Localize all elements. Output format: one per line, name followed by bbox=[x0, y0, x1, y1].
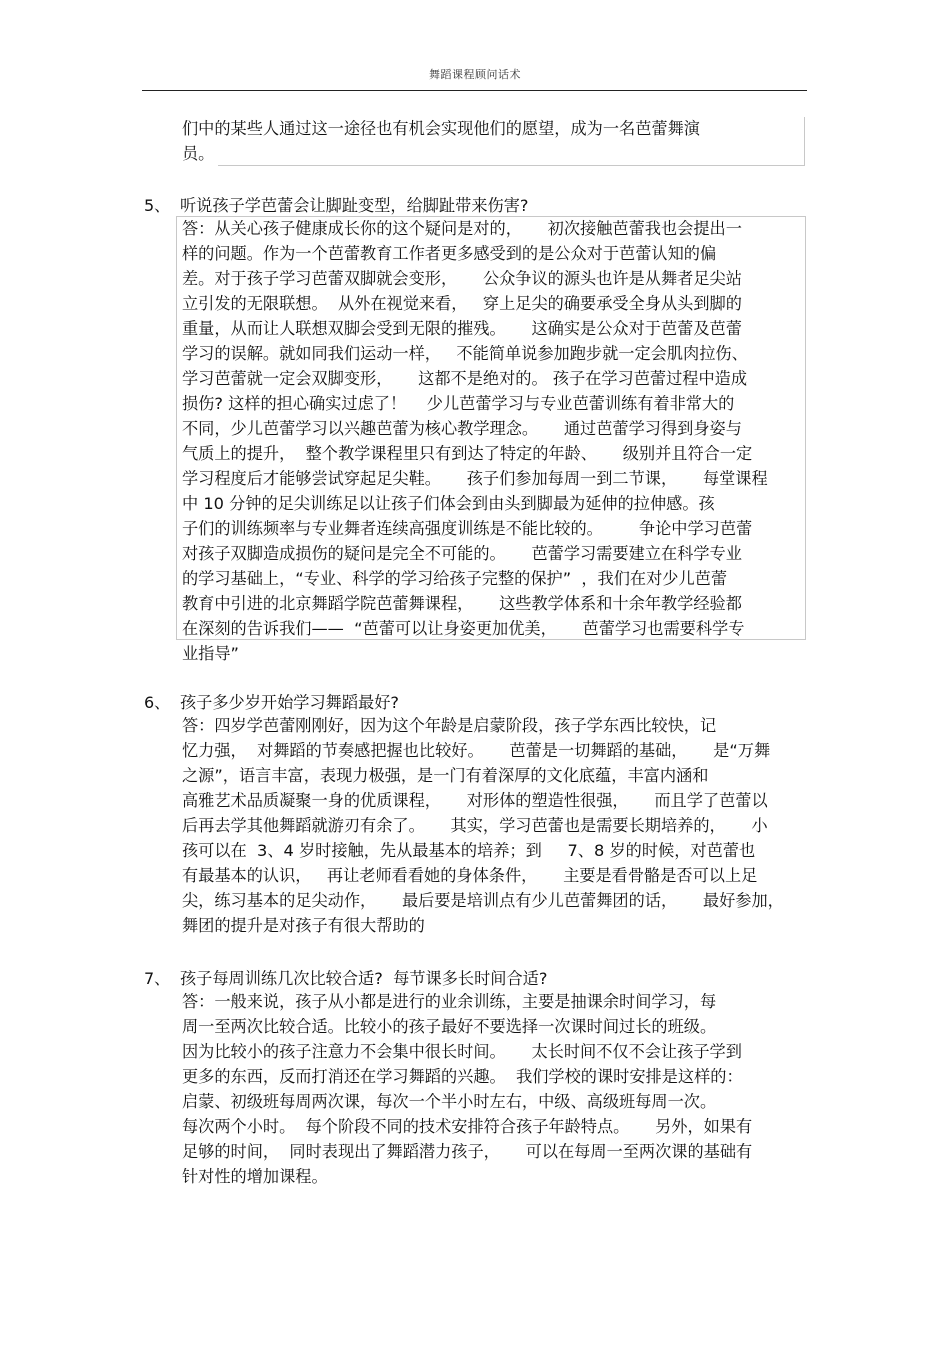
answer-line: 教育中引进的北京舞蹈学院芭蕾舞课程， 这些教学体系和十余年教学经验都 bbox=[182, 594, 742, 613]
question-6-title: 孩子多少岁开始学习舞蹈最好? bbox=[180, 693, 400, 712]
question-5-number: 5、 bbox=[144, 196, 171, 215]
header-divider bbox=[142, 90, 807, 91]
answer-line: 的学习基础上，“专业、科学的学习给孩子完整的保护” ，我们在对少儿芭蕾 bbox=[182, 569, 728, 588]
answer-line: 足够的时间， 同时表现出了舞蹈潜力孩子， 可以在每周一至两次课的基础有 bbox=[182, 1142, 753, 1161]
intro-line-2: 员。 bbox=[182, 144, 215, 163]
answer-line: 孩可以在 3、4 岁时接触，先从最基本的培养；到 7、8 岁的时候，对芭蕾也 bbox=[182, 841, 756, 860]
question-7-number: 7、 bbox=[144, 969, 171, 988]
answer-line: 立引发的无限联想。 从外在视觉来看， 穿上足尖的确要承受全身从头到脚的 bbox=[182, 294, 742, 313]
answer-line: 答：四岁学芭蕾刚刚好，因为这个年龄是启蒙阶段，孩子学东西比较快，记 bbox=[182, 716, 717, 735]
answer-line: 忆力强， 对舞蹈的节奏感把握也比较好。 芭蕾是一切舞蹈的基础， 是“万舞 bbox=[182, 741, 771, 760]
answer-line: 针对性的增加课程。 bbox=[182, 1167, 328, 1186]
answer-line: 学习程度后才能够尝试穿起足尖鞋。 孩子们参加每周一到二节课， 每堂课程 bbox=[182, 469, 768, 488]
answer-line: 后再去学其他舞蹈就游刃有余了。 其实，学习芭蕾也是需要长期培养的， 小 bbox=[182, 816, 768, 835]
answer-line: 差。对于孩子学习芭蕾双脚就会变形， 公众争议的源头也许是从舞者足尖站 bbox=[182, 269, 742, 288]
answer-line: 学习芭蕾就一定会双脚变形， 这都不是绝对的。 孩子在学习芭蕾过程中造成 bbox=[182, 369, 748, 388]
answer-line: 答：一般来说，孩子从小都是进行的业余训练，主要是抽课余时间学习，每 bbox=[182, 992, 717, 1011]
answer-line: 气质上的提升， 整个教学课程里只有到达了特定的年龄、 级别并且符合一定 bbox=[182, 444, 753, 463]
answer-line: 每次两个小时。 每个阶段不同的技术安排符合孩子年龄特点。 另外，如果有 bbox=[182, 1117, 753, 1136]
answer-line: 在深刻的告诉我们—— “芭蕾可以让身姿更加优美， 芭蕾学习也需要科学专 bbox=[182, 619, 745, 638]
answer-line: 之源”，语言丰富，表现力极强，是一门有着深厚的文化底蕴，丰富内涵和 bbox=[182, 766, 709, 785]
answer-line: 答：从关心孩子健康成长你的这个疑问是对的， 初次接触芭蕾我也会提出一 bbox=[182, 219, 742, 238]
answer-line: 更多的东西，反而打消还在学习舞蹈的兴趣。 我们学校的课时安排是这样的： bbox=[182, 1067, 743, 1086]
answer-line: 中 10 分钟的足尖训练足以让孩子们体会到由头到脚最为延伸的拉伸感。孩 bbox=[182, 494, 715, 513]
answer-line: 因为比较小的孩子注意力不会集中很长时间。 太长时间不仅不会让孩子学到 bbox=[182, 1042, 742, 1061]
answer-line: 高雅艺术品质凝聚一身的优质课程， 对形体的塑造性很强， 而且学了芭蕾以 bbox=[182, 791, 768, 810]
answer-line: 周一至两次比较合适。比较小的孩子最好不要选择一次课时间过长的班级。 bbox=[182, 1017, 717, 1036]
answer-line: 损伤? 这样的担心确实过虑了！ 少儿芭蕾学习与专业芭蕾训练有着非常大的 bbox=[182, 394, 735, 413]
answer-line: 舞团的提升是对孩子有很大帮助的 bbox=[182, 916, 425, 935]
intro-line-1: 们中的某些人通过这一途径也有机会实现他们的愿望，成为一名芭蕾舞演 bbox=[182, 119, 700, 138]
answer-line: 学习的误解。就如同我们运动一样， 不能简单说参加跑步就一定会肌肉拉伤、 bbox=[182, 344, 748, 363]
answer-line: 不同，少儿芭蕾学习以兴趣芭蕾为核心教学理念。 通过芭蕾学习得到身姿与 bbox=[182, 419, 742, 438]
answer-line: 启蒙、初级班每周两次课，每次一个半小时左右，中级、高级班每周一次。 bbox=[182, 1092, 717, 1111]
answer-line: 重量，从而让人联想双脚会受到无限的摧残。 这确实是公众对于芭蕾及芭蕾 bbox=[182, 319, 742, 338]
question-7-title: 孩子每周训练几次比较合适? 每节课多长时间合适? bbox=[180, 969, 548, 988]
question-6-number: 6、 bbox=[144, 693, 171, 712]
answer-line: 尖，练习基本的足尖动作， 最后要是培训点有少儿芭蕾舞团的话， 最好参加， bbox=[182, 891, 784, 910]
question-5-title: 听说孩子学芭蕾会让脚趾变型，给脚趾带来伤害? bbox=[180, 196, 529, 215]
answer-line: 有最基本的认识， 再让老师看看她的身体条件， 主要是看骨骼是否可以上足 bbox=[182, 866, 758, 885]
answer-line: 样的问题。作为一个芭蕾教育工作者更多感受到的是公众对于芭蕾认知的偏 bbox=[182, 244, 717, 263]
page-header-title: 舞蹈课程顾问话术 bbox=[429, 68, 521, 81]
answer-line: 对孩子双脚造成损伤的疑问是完全不可能的。 芭蕾学习需要建立在科学专业 bbox=[182, 544, 742, 563]
answer-line: 子们的训练频率与专业舞者连续高强度训练是不能比较的。 争论中学习芭蕾 bbox=[182, 519, 753, 538]
answer-line: 业指导” bbox=[182, 644, 239, 663]
